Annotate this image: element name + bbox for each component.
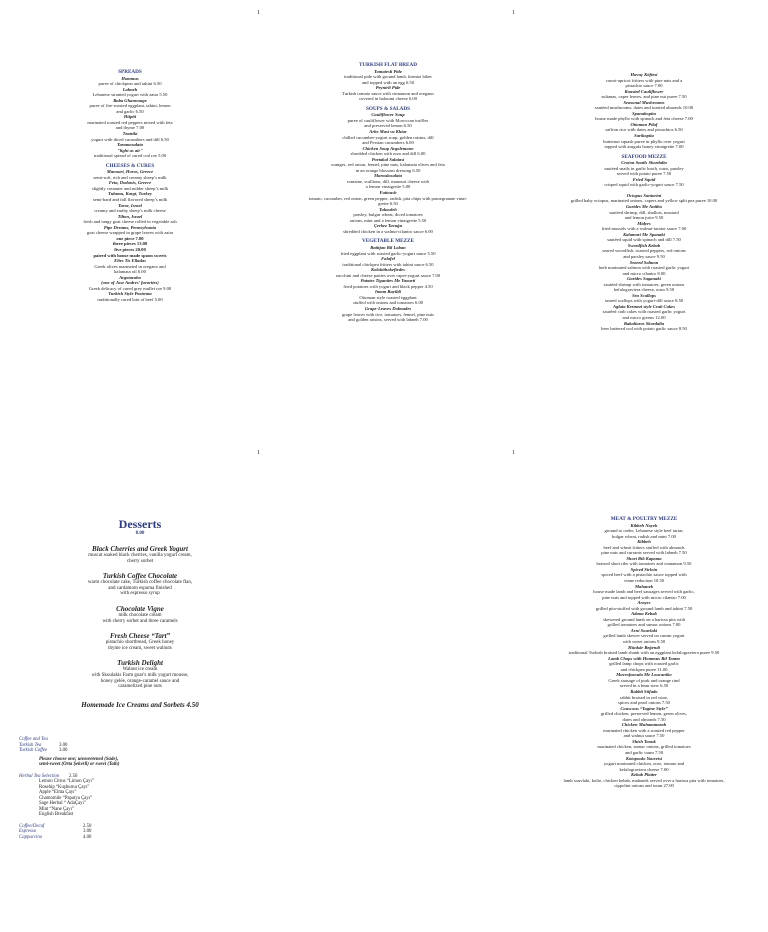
menu-item-description: braised short ribs with tomatoes and cinnamon 9.50 [596,561,692,567]
menu-item-description: sultanas, caper leaves, and pine nut puree 7.50 [601,94,687,100]
section-heading: MEAT & POULTRY MEZZE [610,516,678,522]
menu-item-name: Ottoman Pilaf [630,121,658,127]
menu-item-description: saffron rice with dates and pistachios 6.50 [605,127,683,133]
menu-item-name: Hünkâr Beğendi [628,644,660,650]
menu-item-description: stuffed with onions and tomatoes 6.00 [352,300,424,306]
menu-item-name: Hommus [121,75,139,81]
menu-item-description: oranges, red onion, fennel, pine nuts, kalamata olives and feta [331,162,445,168]
menu-item-name: Sarikopita [634,133,654,139]
menu-item-name: Sea Scallops [632,292,656,298]
menu-item-name: Shish Taouk [632,738,656,744]
dessert-description: honey gelée, orange-caramel sauce and [100,678,180,684]
menu-item-name: Kolokithokeftedes [371,267,405,273]
menu-item-description: grilled tomatoes and sumac onions 7.00 [607,622,681,628]
menu-item-description: and Persian cucumbers 6.00 [362,140,414,146]
menu-item-name: Peynirli Pide [375,85,401,91]
menu-item-name: Taramosalata [117,142,143,148]
menu-item-description: puree of chickpeas and tahini 6.50 [98,81,162,87]
section-heading: SOUPS & SALADS [365,105,411,112]
menu-item-description: grape leaves with rice, tomatoes, fennel, pine nuts [342,311,434,317]
menu-item-description: and thyme 7.00 [115,125,145,131]
menu-item-name: Tilton, Israel [117,213,143,219]
menu-item-description: grette 6.50 [378,201,398,207]
menu-item-description: house made lamb and beef sausages served with garlic, [593,589,695,595]
drink-row: Coffee/Decaf 2.50 [19,823,92,829]
menu-item-price-line: five pieces 20.00 [114,246,146,252]
menu-item-price-line: paired with house made spoon sweets [93,252,167,258]
herbal-tea-item: Mint “Nane Çayı” [39,806,75,812]
section-heading: SPREADS [118,69,142,75]
menu-column-spreads-cheeses [40,70,220,302]
menu-item-description: fried potatoes with yogurt and black pepper 4.50 [343,283,433,289]
menu-item-description: fried eggplant with roasted garlic-yogurt sauce 5.50 [340,250,436,256]
menu-item-description: Greek delicacy of cured grey mullet roe 9.00 [88,285,172,291]
menu-item-description: and chickpea puree 11.00 [620,666,668,672]
menu-item-description: grilled baby octopus, marinated onions, capers and yellow split pea puree 10.00 [570,198,718,204]
desserts-title: Desserts [118,517,162,531]
menu-item-description: puree of fire-roasted eggplant, tahini, lemon [89,103,171,109]
menu-item-description: pine nuts and topped with micro cilantro 7.00 [602,594,686,600]
menu-item-description: zucchini and cheese patties over caper-yogurt sauce 7.00 [335,272,441,278]
dessert-name: Turkish Coffee Chocolate [102,572,178,581]
dessert-description: with cherry sorbet and three caramels [102,618,178,624]
section-heading: TURKISH FLAT BREAD [358,62,418,68]
menu-item-name: Tavor, Israel [118,202,142,208]
menu-item-name: Maroulosalata [374,173,402,179]
menu-item-description: lamb souvlaki, kofte, chicken kebab, mahanek served over a harissa pita with tomatoes, [563,777,725,783]
menu-item-description: beer battered cod with potato garlic sauce 8.50 [601,326,687,332]
menu-item-name: Turkish Style Pastırma [108,291,152,297]
menu-item-description: dates and almonds 7.50 [622,716,666,722]
page-number: 1 [257,10,260,16]
section-heading: VEGETABLE MEZZE [362,238,414,245]
menu-item-name: Elies Tis Elladas [114,258,146,264]
page-number: 1 [257,450,260,456]
drinks-section [19,737,219,840]
dessert-name: Chocolate Vigne [116,604,164,613]
menu-item-name: Spiced Sirloin [630,566,658,572]
menu-item-description: crisped squid with garlic-yogurt sauce 7.50 [604,182,684,188]
menu-item-description: and preserved lemon 6.50 [364,123,412,129]
menu-item-name: Chicken Soup Avgolemono [362,145,414,151]
menu-item-description: bulgar wheat, radish and mint 7.00 [612,533,676,539]
menu-item-description: tomato, cucumber, red onion, green pepper, radish, pita chips with pomegranate vinai- [308,195,468,201]
menu-item-description: grilled chicken, preserved lemon, green olives, [601,711,687,717]
menu-item-name: Arbe Mast va Khiar [369,129,407,135]
herbal-tea-item: Lemon Citrus “Limon Çayı” [39,779,95,784]
menu-item-description: and garlic toum 7.50 [624,749,664,755]
menu-item-description: traditionally cured loin of beef 5.00 [97,296,163,302]
menu-item-name: Short Rib Kapama [626,555,662,561]
menu-item-name: Kalamari Me Spanaki [623,231,665,237]
menu-item-description: kalamata oil 6.00 [114,269,146,275]
dessert-description: Walnut ice cream [122,667,158,673]
menu-item-name: Labneh [122,86,138,92]
menu-item-name: Mahanek [634,583,654,589]
menu-item-description: grilled lamp chops with roasted garlic [609,661,679,667]
menu-item-name: Lamb Chops with Hommus Bil Tomm [608,655,680,661]
menu-item-name: Croton Snails Skordalia [621,160,667,166]
menu-item-description: Lebanese strained yogurt with zatar 5.50 [92,92,168,98]
menu-item-description: sautéed shrimp with tomatoes, green onions [603,281,685,287]
menu-item-description: Greek olives marinated in oregano and [94,263,166,269]
dessert-list [40,545,240,690]
menu-item-description: in an orange blossom dressing 6.50 [355,167,421,173]
menu-item-name: Tomatesli Pide [374,68,402,74]
menu-item-description: rabbit braised in red wine, [619,694,669,700]
dessert-description: milk chocolate cream [118,612,162,618]
menu-item-description: carrot-apricot fritters with pine nuts and a [605,77,683,83]
dessert-name: Black Cherries and Greek Yogurt [92,545,188,553]
menu-item-name: Swordfish Kebab [627,242,661,248]
menu-item-description: covered in haloumi cheese 6.00 [358,96,418,102]
drink-row: Cappuccino 4.00 [19,834,92,840]
menu-item-description: traditional chickpea fritters with tahini sauce 6.50 [342,261,434,267]
menu-item-name: Falafel [381,256,395,262]
desserts-price: 8.00 [135,531,145,536]
menu-column-breads-soups-vegetables [268,63,508,323]
menu-item-description: cippolini onions and toum 27.00 [614,783,674,789]
menu-item-description: sautéed snails in garlic broth, ouzo, parsley [604,165,684,171]
menu-item-price-line: three pieces 13.00 [112,241,148,247]
drink-row: Espresso 3.00 [19,829,92,834]
menu-item-description: shredded chicken with orzo and dill 6.00 [350,151,426,157]
drink-row: Turkish Coffee 3.00 [19,748,68,753]
menu-item-description: and walnut sauce 7.50 [623,733,665,739]
herbal-tea-item: Chamomile “Papatya Çayı” [39,795,93,801]
menu-item-description: slightly creamier and milder sheep’s milk [91,185,169,191]
menu-item-name: Seared Salmon [629,259,659,265]
menu-item-description: traditional spread of cured cod roe 5.00 [93,153,167,159]
menu-item-name: Kibbeh [637,539,651,545]
dessert-description: with Skoulakis Farm goat’s milk yogurt mousse, [91,672,189,678]
menu-item-description: house made phyllo with spinach and feta cheese 7.00 [595,116,693,122]
menu-item-description: fried mussels with a walnut-tarator sauce 7.00 [601,226,687,232]
menu-item-name: Octopus Santorini [626,192,662,198]
menu-column-vegetables-seafood [527,72,761,332]
menu-item-name: Pipe Dreams, Pennsylvania [103,224,157,230]
menu-item-description: served with potato puree 7.50 [616,171,672,177]
menu-item-name: Kotopoulo Youvetsi [625,755,663,761]
menu-item-description: and lemon juice 9.50 [624,215,664,221]
herbal-tea-item: Sage Herbal “ AdaÇayı” [39,801,87,806]
menu-item-description: butternut squash puree in phyllo over yogurt [603,138,685,144]
menu-item-description: and topped with an egg 6.50 [361,79,415,85]
menu-item-description: kefalograviera cheese 7.00 [619,766,669,772]
menu-item-name: Roasted Cauliflower [624,88,664,94]
menu-item-description: topped with arugula honey vinaigrette 7.00 [604,144,684,150]
menu-item-description: sautéed crab cakes with roasted garlic yogurt [602,309,686,315]
menu-item-description: marinated chicken, sumac onions, grilled tomatoes [597,744,691,750]
menu-item-description: a lemon vinaigrette 5.00 [365,184,411,190]
menu-item-description: creamy and earthy sheep’s milk cheese [94,208,166,214]
menu-item-name: Imam Bayildi [375,289,401,295]
menu-item-description: sautéed squid with spinach and dill 7.50 [607,237,681,243]
menu-item-description: and golden raisins, served with labneh 7.00 [348,317,428,323]
menu-item-description: onions, mint and a lemon vinaigrette 5.50 [349,217,427,223]
dessert-name: Turkish Delight [117,659,163,668]
coffee-tea-heading: Coffee and Tea [19,737,48,742]
menu-item-name: Chicken Muhammarah [621,722,667,728]
menu-item-name: Batitjan Bil Laban [370,244,406,250]
menu-item-description: fresh and tangy goat cheese rolled in vegetable ash [83,219,177,225]
menu-item-description: skewered ground lamb on a harissa pita with [602,616,686,622]
herbal-tea-item: Rosehip “Kuşburnu Çayı” [39,784,90,790]
menu-item-name: Portakal Salatasi [371,156,405,162]
dessert-description: caramelized pine nuts [118,684,162,690]
menu-item-name: Seasonal Mushrooms [623,99,665,105]
menu-item-name: Adana Kebab [631,611,657,617]
menu-item-description: and garlic 6.50 [116,108,144,114]
menu-item-description: chilled cucumber-yogurt soup, golden raisins, dill [342,134,434,140]
menu-item-name: Arni Souvlaki [630,627,658,633]
menu-item-description: seared scallops with yogurt-dill sauce 8.50 [604,298,684,304]
menu-item-name: (one of Jose Andres’ favorites) [101,280,159,286]
menu-item-description: goat cheese wrapped in grape leaves with zatar [86,230,174,236]
menu-item-name: Çerkez Tavuğu [373,223,403,229]
menu-item-name: Spanakopita [632,110,656,116]
menu-item-description: herb marinated salmon with roasted garlic yogurt [598,265,690,271]
ice-cream-line: Homemade Ice Creams and Sorbets 4.50 [81,700,199,709]
herbal-tea-row: Herbal Tea Selection 2.50 [19,773,78,779]
dessert-description: and cardamom espuma finished [108,585,172,591]
page-number: 1 [512,10,515,16]
menu-item-description: sautéed mushrooms, dates and toasted almonds 10.00 [594,105,694,111]
menu-item-description: ground to order; Lebanese style beef tartar, [604,528,684,534]
menu-item-name: Tulumu, Kargi, Turkey [108,191,152,197]
dessert-name: Fresh Cheese “Tart” [109,632,171,641]
menu-item-description: semi-soft, rich and creamy sheep’s milk [93,174,167,180]
menu-item-name: "light as air" [117,147,143,153]
herbal-tea-list [19,779,219,818]
menu-item-description: parsley, bulgur wheat, diced tomatoes [353,212,423,218]
menu-item-name: Midyes [637,220,651,226]
menu-item-description: puree of cauliflower with Moroccan truffles [347,117,429,123]
drink-row: Turkish Tea 3.00 [19,742,68,748]
menu-item-description: pistachio sauce 7.00 [625,83,663,89]
menu-item-name: Manouri, Horos, Greece [106,169,154,175]
menu-item-description: marinated chicken with a roasted red pepper [603,727,685,733]
menu-item-description: yogurt with diced cucumbers and dill 6.50 [91,136,169,142]
menu-item-description: Ottoman style roasted eggplant [359,294,417,300]
page-number: 1 [512,450,515,456]
herbal-tea-item: Apple “Elma Çayı” [39,790,77,795]
dessert-description: cherry sorbet [126,558,154,564]
menu-item-description: beef and wheat fritters stuffed with almonds [603,544,685,550]
menu-item-description: semi-hard and full flavored sheep’s milk [92,197,168,203]
menu-item-name: Garides Saganaki [627,276,661,282]
menu-item-name: Tzatziki [122,131,138,137]
dessert-description: thyme ice cream, sweet walnuts [108,645,172,651]
menu-item-name: Bakaliaros Skordalia [623,320,665,326]
menu-column-meat-poultry [527,517,761,789]
menu-item-description: Greek sausage of pork and orange rind [608,677,680,683]
menu-item-description: spices and pearl onions 7.50 [618,700,670,706]
menu-item-name: Fried Squid [632,176,656,182]
section-heading: SEAFOOD MEZZE [621,153,667,160]
menu-item-name: Mavrofasoula Me Loucaniko [616,672,672,678]
menu-item-name: Avgotaraho [119,274,141,280]
menu-item-description: and micro cilantro 8.00 [622,270,666,276]
menu-item-description: traditional Turkish braised lamb shank with an eggplant kefalograviera puree 9.50 [568,650,720,656]
menu-item-description: seared swordfish, roasted peppers, red onions [602,248,686,254]
menu-item-description: romaine, scallions, dill, manouri cheese with [346,178,430,184]
menu-item-name: Rabbit Stifado [630,688,658,694]
menu-item-name: Couscous “Tagine Style” [620,705,668,711]
herbal-tea-item: English Breakfast [39,812,74,817]
menu-item-name: Kebab Platter [631,772,657,778]
menu-item-name: Kibbeh Nayeh [630,522,658,528]
menu-item-description: pine nuts and currants served with labneh 7.50 [601,550,687,556]
menu-item-description: sautéed shrimp, dill, shallots, mustard [609,209,679,215]
menu-item-price-line: one piece 7.00 [116,235,144,241]
drink-note: semi-sweet (Orta Şekerli) or sweet (Tatlı) [39,762,120,767]
dessert-description: with espresso syrup [120,591,160,597]
menu-item-description: shredded chicken in a walnut-cilantro sauce 6.00 [343,228,433,234]
section-heading: CHEESES & CURES [105,162,155,169]
desserts-section [40,518,240,708]
menu-item-name: Fattoush [379,190,397,196]
menu-item-description: and parsley sauce 9.50 [623,253,665,259]
menu-item-name: Havuç Köftesi [630,72,658,77]
menu-item-description: Turkish tomato sauce with cinnamon and oregano [342,90,434,96]
menu-item-name: Garides Me Anitho [625,204,663,210]
menu-item-description: and micro greens 12.00 [622,314,666,320]
menu-item-description: marinated roasted red peppers mixed with feta [87,119,173,125]
menu-item-description: with sweet onions 9.50 [622,639,666,645]
menu-item-name: Arayes [637,600,651,606]
dessert-description: muscat soaked black cherries, vanilla yogurt cream, [88,553,192,558]
dessert-description: warm chocolate cake, Turkish coffee chocolate flan, [87,580,193,586]
menu-item-name: Aglaia Kremezi style Crab Cakes [612,303,675,309]
menu-item-name: Grape-Leaves Dolmades [364,305,412,311]
menu-item-name: Tabouleh [379,206,397,212]
menu-item-description: grilled pita-stuffed with ground lamb and tahini 7.50 [595,605,693,611]
menu-item-description: traditional pide with ground lamb, kirmizi biber [344,74,432,80]
menu-item-description: served in a bean stew 6.50 [619,683,669,689]
menu-item-description: spiced beef with a pistachio sauce topped with [601,572,687,578]
menu-item-name: Feta, Dodonis, Greece [108,180,152,186]
menu-item-description: vinne reduction 10.50 [623,578,665,584]
menu-item-description: grilled lamb skewer served on cumin yogurt [603,633,685,639]
menu-item-description: kefalograviera cheese, ouzo 9.50 [613,287,675,293]
drink-note: Please choose one; unsweetened (Sade), [39,756,119,762]
menu-item-name: Patates Tiganites Me Yaourti [360,278,416,284]
dessert-description: pistachio shortbread, Greek honey [105,640,175,646]
menu-item-description: yogurt marinated chicken, orzo, tomato and [603,761,685,767]
menu-item-name: Baba Ghannouge [113,97,147,103]
menu-item-name: Cauliflower Soup [371,112,405,118]
menu-item-name: Htipiti [123,114,137,120]
